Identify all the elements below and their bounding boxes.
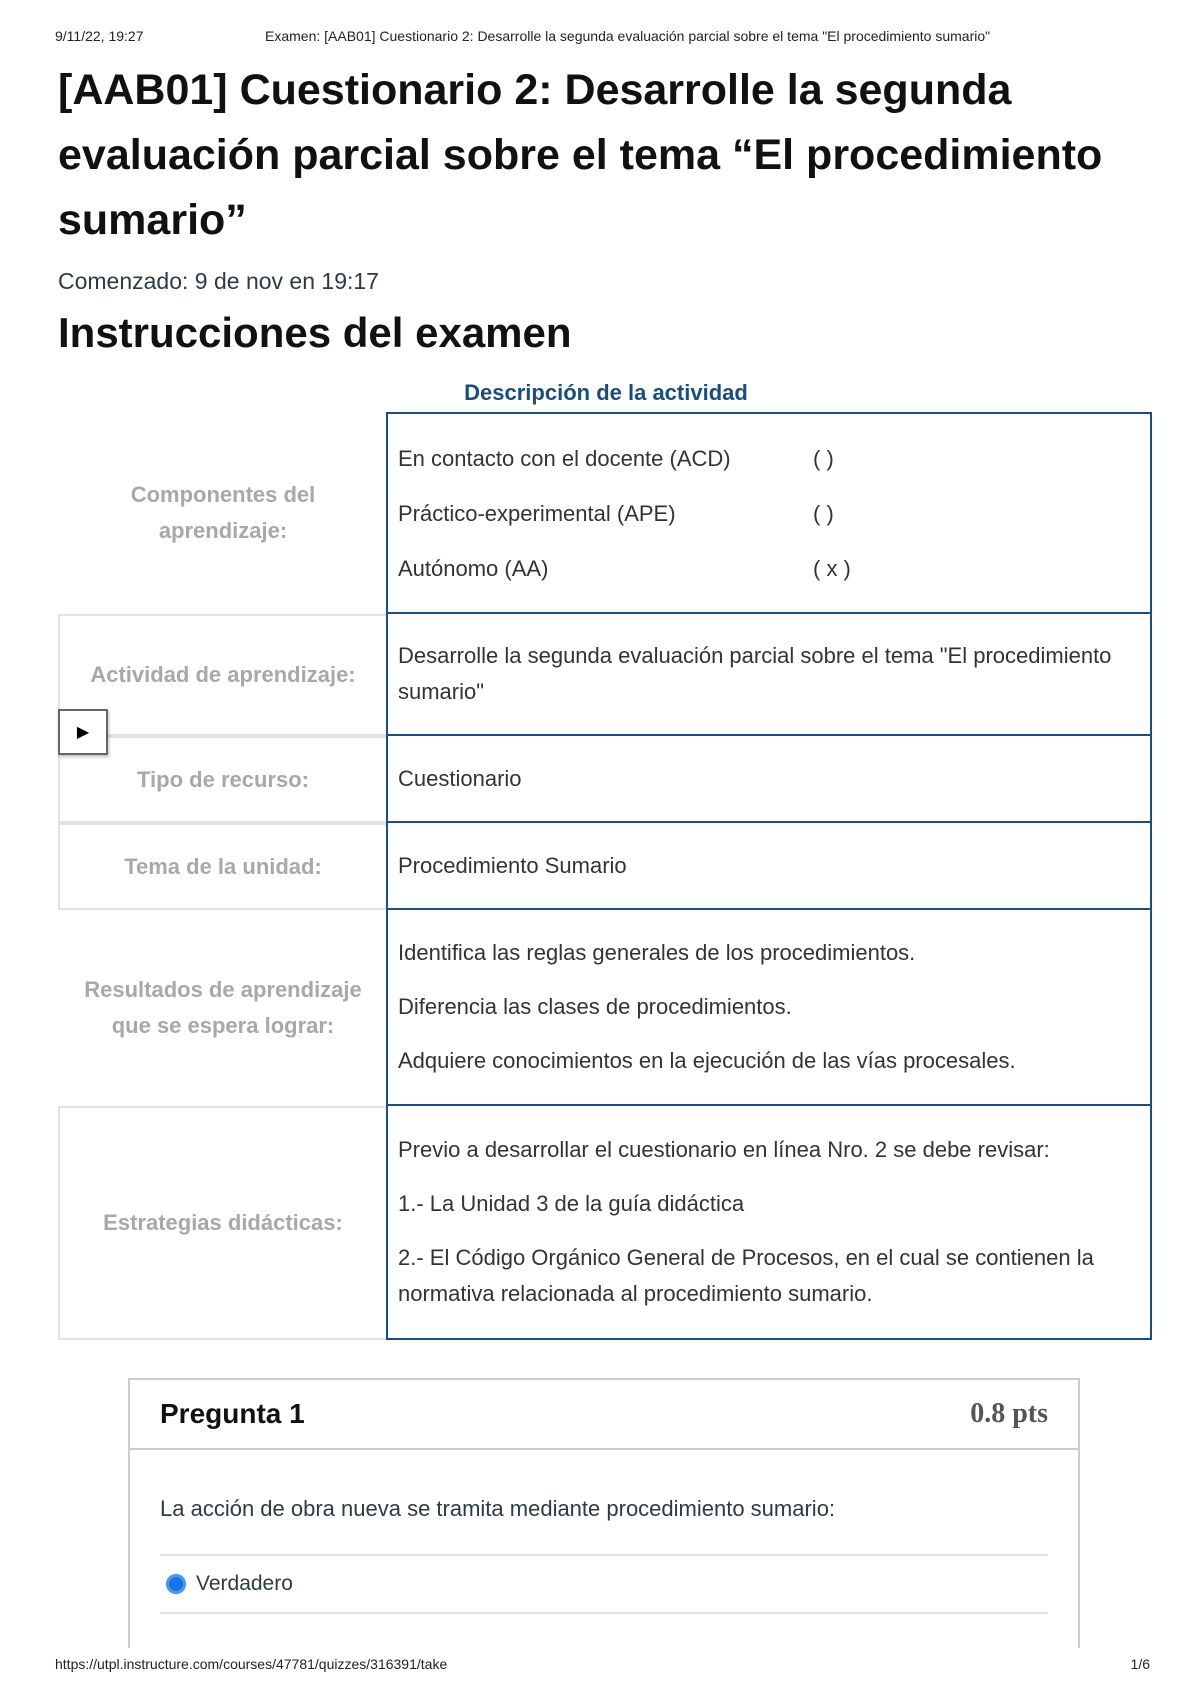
strategy-item: Previo a desarrollar el cuestionario en línea Nro. 2 se debe revisar: xyxy=(398,1137,1050,1162)
component-item xyxy=(398,541,1140,596)
unit-topic-text: Procedimiento Sumario xyxy=(398,852,627,878)
outcome-item: Identifica las reglas generales de los procedimientos. xyxy=(398,940,916,965)
answer-option[interactable] xyxy=(160,1554,1048,1614)
row-outcomes xyxy=(58,910,1152,1106)
strategies-label: Estrategias didácticas: xyxy=(58,1106,386,1340)
question-text: La acción de obra nueva se tramita mediante procedimiento sumario: xyxy=(160,1496,836,1521)
strategies-value xyxy=(386,1106,1152,1340)
strategy-item: 2.- El Código Orgánico General de Procesos, en el cual se contienen la normativa relacionada al procedimiento sumario. xyxy=(398,1245,1094,1306)
print-footer xyxy=(55,1656,1150,1676)
component-item xyxy=(398,486,1140,541)
strategy-item: 1.- La Unidad 3 de la guía didáctica xyxy=(398,1191,745,1216)
print-page-title: Examen: [AAB01] Cuestionario 2: Desarrolle la segunda evaluación parcial sobre el tema "El procedimiento sumario" xyxy=(265,28,991,44)
component-name: Autónomo (AA) xyxy=(398,555,549,581)
components-label: Componentes del aprendizaje: xyxy=(130,482,316,543)
row-activity xyxy=(58,614,1152,736)
print-header xyxy=(55,28,1150,48)
activity-value xyxy=(386,614,1152,736)
activity-text: Desarrolle la segunda evaluación parcial sobre el tema "El procedimiento sumario" xyxy=(398,643,1112,704)
component-mark: ( ) xyxy=(813,500,834,526)
row-unit-topic xyxy=(58,823,1152,910)
table-caption: Descripción de la actividad xyxy=(464,380,748,405)
print-datetime: 9/11/22, 19:27 xyxy=(55,28,144,44)
answer-list xyxy=(160,1554,1048,1614)
question-header xyxy=(130,1380,1078,1450)
outcomes-label: Resultados de aprendizaje que se espera lograr: xyxy=(84,977,362,1038)
components-value xyxy=(386,412,1152,614)
question-points: 0.8 pts xyxy=(970,1398,1048,1429)
outcomes-value xyxy=(386,910,1152,1106)
resource-label: Tipo de recurso: xyxy=(58,736,386,823)
component-mark: ( x ) xyxy=(813,555,851,581)
resource-text: Cuestionario xyxy=(398,765,522,791)
print-url: https://utpl.instructure.com/courses/47781/quizzes/316391/take xyxy=(55,1656,448,1672)
unit-topic-label: Tema de la unidad: xyxy=(58,823,386,910)
play-icon: ▶ xyxy=(76,724,90,741)
component-name: En contacto con el docente (ACD) xyxy=(398,445,731,471)
answer-label: Verdadero xyxy=(196,1572,293,1595)
component-name: Práctico-experimental (APE) xyxy=(398,500,676,526)
activity-description-table xyxy=(58,412,1152,1340)
row-strategies xyxy=(58,1106,1152,1340)
question-number: Pregunta 1 xyxy=(160,1398,305,1429)
row-components xyxy=(58,412,1152,614)
resource-value xyxy=(386,736,1152,823)
component-item xyxy=(398,431,1140,486)
activity-label: Actividad de aprendizaje: xyxy=(58,614,386,736)
outcome-item: Diferencia las clases de procedimientos. xyxy=(398,994,792,1019)
radio-selected-icon[interactable] xyxy=(166,1574,186,1594)
quiz-title: [AAB01] Cuestionario 2: Desarrolle la segunda evaluación parcial sobre el tema “El procedimiento sumario” xyxy=(58,66,1103,244)
component-mark: ( ) xyxy=(813,445,834,471)
row-resource xyxy=(58,736,1152,823)
unit-topic-value xyxy=(386,823,1152,910)
question-card xyxy=(128,1378,1080,1648)
outcome-item: Adquiere conocimientos en la ejecución de las vías procesales. xyxy=(398,1048,1016,1073)
started-timestamp: Comenzado: 9 de nov en 19:17 xyxy=(58,268,379,294)
media-play-button[interactable] xyxy=(58,709,108,755)
instructions-heading: Instrucciones del examen xyxy=(58,309,572,356)
page-number: 1/6 xyxy=(1130,1656,1150,1672)
